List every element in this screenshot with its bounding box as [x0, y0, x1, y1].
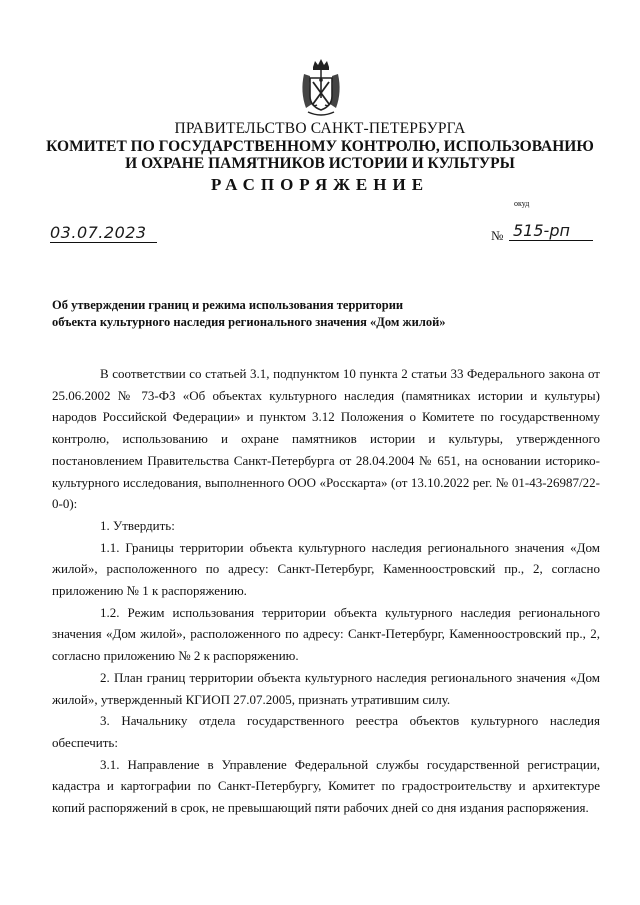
document-type-title: РАСПОРЯЖЕНИЕ	[210, 175, 430, 194]
government-title: ПРАВИТЕЛЬСТВО САНКТ-ПЕТЕРБУРГА	[174, 120, 466, 137]
coat-of-arms-icon	[298, 58, 344, 118]
document-subject	[52, 297, 472, 331]
clause-3-1: 3.1. Направление в Управление Федеральной службы государственной регистрации, кадастра и картографии по Санкт-Петербургу, Комитет по градостроительству и архитектуре копий распоряжений в срок, не превышающий пяти рабочих дней со дня издания распоряжения.	[52, 756, 600, 816]
number-sign: №	[491, 228, 504, 243]
clause-1: 1. Утвердить:	[100, 517, 175, 533]
clause-3: 3. Начальнику отдела государственного реестра объектов культурного наследия обеспечить:	[52, 713, 600, 750]
document-body	[52, 363, 600, 819]
clause-1-1: 1.1. Границы территории объекта культурного наследия регионального значения «Дом жилой», расположенного по адресу: Санкт-Петербург, Каменноостровский пр., 2, согласно приложению № 1 к распоряжению.	[52, 539, 600, 599]
clause-1-2: 1.2. Режим использования территории объекта культурного наследия регионального значения «Дом жилой», расположенного по адресу: Санкт-Петербург, Каменноостровский пр., 2, согласно приложению № 2 к распоряжению.	[52, 604, 600, 664]
committee-title-line1: КОМИТЕТ ПО ГОСУДАРСТВЕННОМУ КОНТРОЛЮ, ИСПОЛЬЗОВАНИЮ	[46, 138, 594, 155]
subject-line1: Об утверждении границ и режима использования территории	[52, 298, 404, 312]
committee-title	[0, 138, 640, 172]
subject-line2: объекта культурного наследия регионального значения «Дом жилой»	[52, 315, 446, 329]
committee-title-line2: И ОХРАНЕ ПАМЯТНИКОВ ИСТОРИИ И КУЛЬТУРЫ	[125, 155, 515, 172]
document-number: 515-рп	[509, 222, 593, 241]
document-date: 03.07.2023	[50, 224, 157, 243]
clause-2: 2. План границ территории объекта культурного наследия регионального значения «Дом жилой», утвержденный КГИОП 27.07.2005, признать утратившим силу.	[52, 669, 600, 707]
preamble-paragraph: В соответствии со статьей 3.1, подпунктом 10 пункта 2 статьи 33 Федерального закона от 25.06.2002 № 73-ФЗ «Об объектах культурного наследия (памятниках истории и культуры) народов Российской Федерации» и пунктом 3.12 Положения о Комитете по государственному контролю, использованию и охране памятников истории и культуры, утвержденного постановлением Правительства Санкт-Петербурга от 28.04.2004 № 651, на основании историко-культурного исследования, выполненного ООО «Росскарта» (от 13.10.2022 рег. № 01-43-26987/22-0-0):	[52, 366, 600, 512]
okud-label: окуд	[514, 199, 530, 208]
